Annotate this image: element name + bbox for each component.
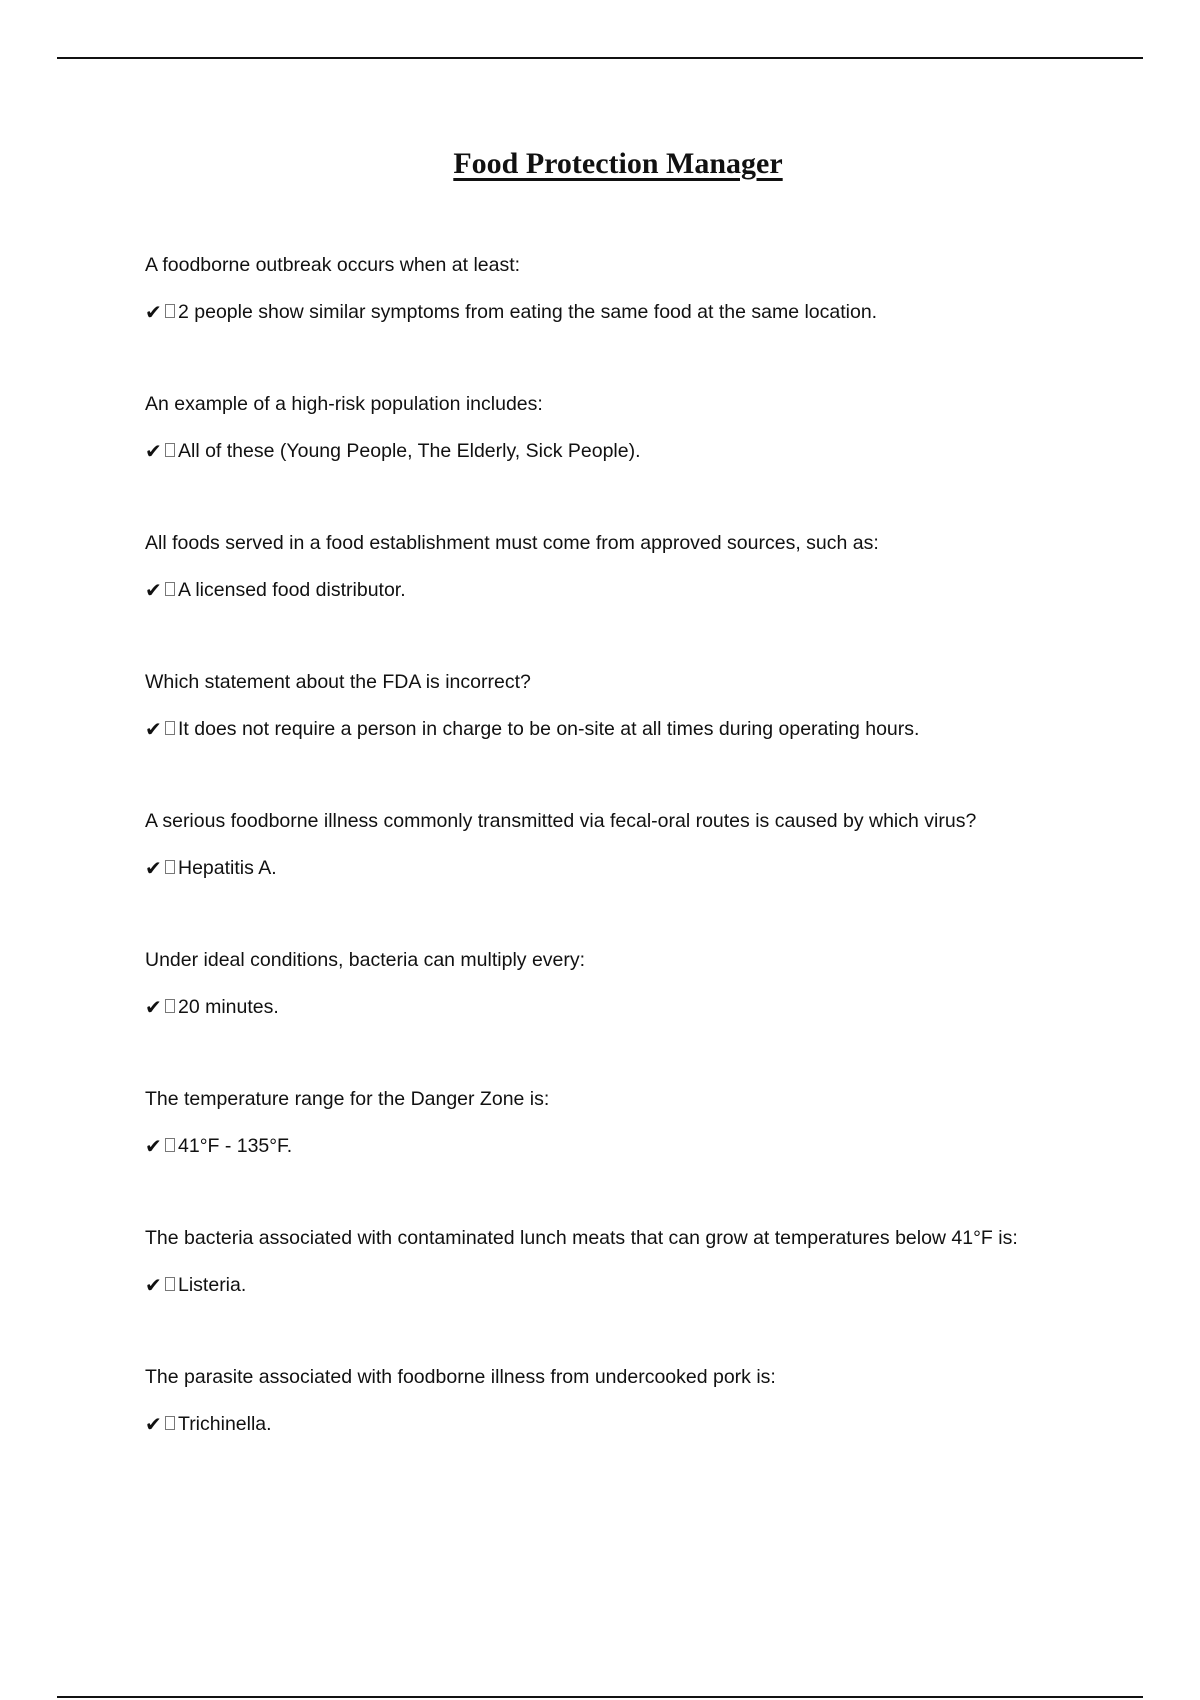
box-icon	[165, 1277, 175, 1291]
answer-text: 2 people show similar symptoms from eating the same food at the same location.	[178, 301, 878, 323]
box-icon	[165, 999, 175, 1013]
check-icon: ✔	[145, 439, 162, 463]
qa-item	[145, 1226, 1145, 1365]
qa-item	[145, 1087, 1145, 1226]
question-text: The bacteria associated with contaminated lunch meats that can grow at temperatures below 41°F is:	[145, 1227, 1018, 1249]
answer-line	[145, 995, 1145, 1019]
page-title: Food Protection Manager	[453, 147, 783, 180]
qa-item	[145, 253, 1145, 392]
answer-line	[145, 300, 1145, 324]
question-text: A foodborne outbreak occurs when at least:	[145, 254, 521, 276]
answer-line	[145, 856, 1145, 880]
qa-item	[145, 948, 1145, 1087]
question-text: The temperature range for the Danger Zone is:	[145, 1088, 550, 1110]
box-icon	[165, 1138, 175, 1152]
answer-text: Hepatitis A.	[178, 857, 277, 879]
answer-text: Listeria.	[178, 1274, 247, 1296]
check-icon: ✔	[145, 300, 162, 324]
box-icon	[165, 860, 175, 874]
qa-item	[145, 1365, 1145, 1504]
check-icon: ✔	[145, 856, 162, 880]
box-icon	[165, 443, 175, 457]
qa-item	[145, 670, 1145, 809]
answer-line	[145, 717, 1145, 741]
check-icon: ✔	[145, 995, 162, 1019]
answer-line	[145, 439, 1145, 463]
check-icon: ✔	[145, 578, 162, 602]
answer-text: 41°F - 135°F.	[178, 1135, 293, 1157]
question-text: An example of a high-risk population includes:	[145, 393, 543, 415]
question-list	[145, 253, 1145, 1504]
check-icon: ✔	[145, 1412, 162, 1436]
answer-line	[145, 1273, 1145, 1297]
answer-text: A licensed food distributor.	[178, 579, 406, 601]
box-icon	[165, 304, 175, 318]
box-icon	[165, 582, 175, 596]
qa-item	[145, 392, 1145, 531]
box-icon	[165, 1416, 175, 1430]
top-rule	[57, 57, 1143, 59]
answer-text: All of these (Young People, The Elderly, Sick People).	[178, 440, 641, 462]
qa-item	[145, 531, 1145, 670]
question-text: All foods served in a food establishment must come from approved sources, such as:	[145, 532, 879, 554]
check-icon: ✔	[145, 1134, 162, 1158]
answer-text: Trichinella.	[178, 1413, 272, 1435]
bottom-rule	[57, 1696, 1143, 1698]
qa-item	[145, 809, 1145, 948]
question-text: Which statement about the FDA is incorrect?	[145, 671, 531, 693]
answer-text: 20 minutes.	[178, 996, 279, 1018]
question-text: The parasite associated with foodborne illness from undercooked pork is:	[145, 1366, 776, 1388]
question-text: Under ideal conditions, bacteria can multiply every:	[145, 949, 586, 971]
answer-line	[145, 1134, 1145, 1158]
question-text: A serious foodborne illness commonly transmitted via fecal-oral routes is caused by which virus?	[145, 810, 977, 832]
check-icon: ✔	[145, 1273, 162, 1297]
check-icon: ✔	[145, 717, 162, 741]
box-icon	[165, 721, 175, 735]
answer-line	[145, 578, 1145, 602]
answer-text: It does not require a person in charge to be on-site at all times during operating hours.	[178, 718, 920, 740]
answer-line	[145, 1412, 1145, 1436]
